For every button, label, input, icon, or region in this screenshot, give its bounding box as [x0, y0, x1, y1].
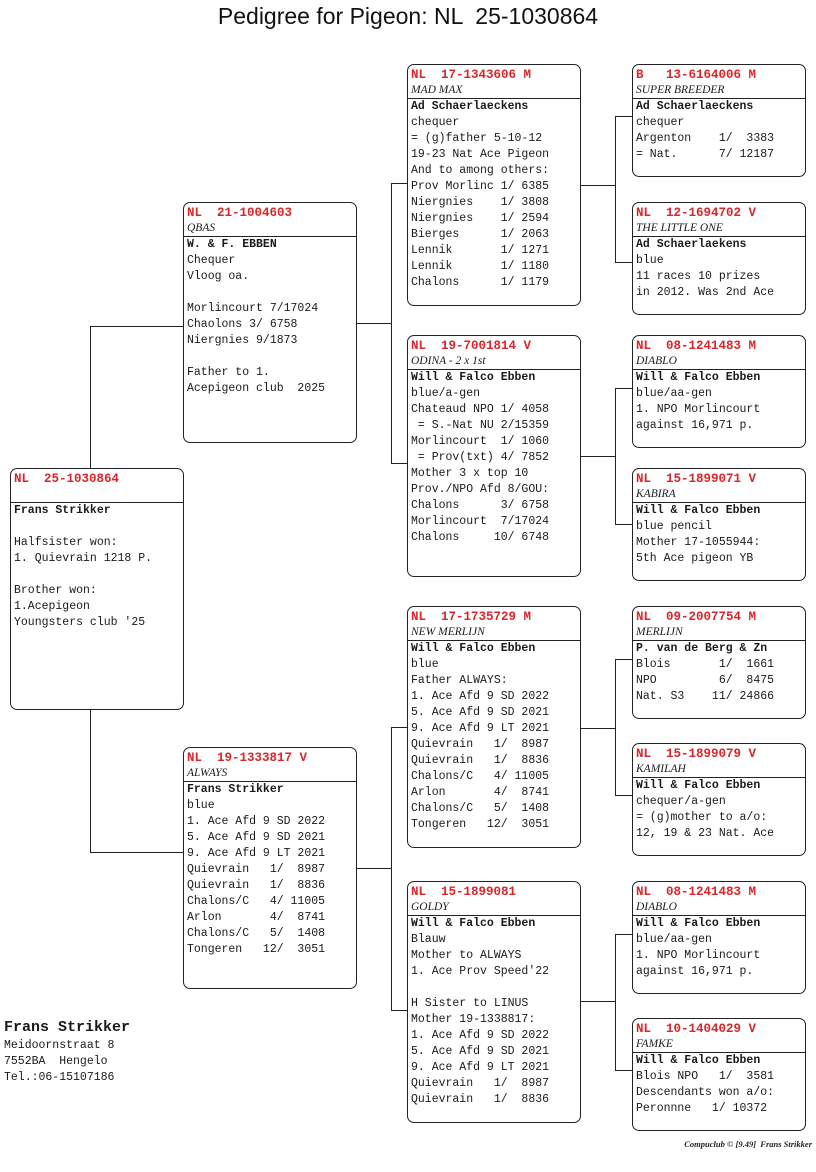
info-line: Nat. S3 11/ 24866 [636, 690, 775, 703]
info-line: Arlon 4/ 8741 [187, 911, 326, 924]
info-line: Quievrain 1/ 8987 [411, 1077, 550, 1090]
connector [580, 1001, 615, 1002]
info-line: Quievrain 1/ 8836 [411, 1093, 550, 1106]
info-line: Bierges 1/ 2063 [411, 228, 550, 241]
connector [615, 116, 616, 262]
ring-number: NL 15-1899081 [411, 885, 517, 899]
info-line: And to among others: [411, 164, 550, 177]
info-line: Father to 1. [187, 366, 270, 379]
connector [615, 934, 616, 1070]
pigeon-card-maternal-grandmother[interactable] [407, 881, 581, 1123]
pigeon-name: MERLIJN [633, 625, 805, 641]
connector [615, 388, 632, 389]
info-line: Quievrain 1/ 8987 [411, 738, 550, 751]
breeder-name: W. & F. EBBEN [187, 238, 277, 251]
info-line: Vloog oa. [187, 270, 250, 283]
info-line: Chalons/C 4/ 11005 [187, 895, 326, 908]
info-line: Niergnies 1/ 3808 [411, 196, 550, 209]
info-line: Acepigeon club 2025 [187, 382, 326, 395]
info-line: Chateaud NPO 1/ 4058 [411, 403, 550, 416]
info-line: Niergnies 1/ 2594 [411, 212, 550, 225]
info-line: blue/aa-gen [636, 387, 712, 400]
info-line: = Prov(txt) 4/ 7852 [411, 451, 550, 464]
ring-number: NL 15-1899079 V [636, 747, 757, 761]
info-line: Prov Morlinc 1/ 6385 [411, 180, 550, 193]
info-line [408, 980, 580, 996]
pigeon-name: MAD MAX [408, 83, 580, 99]
info-line [184, 285, 356, 301]
info-line: 1. Quievrain 1218 P. [14, 552, 153, 565]
info-line: blue [411, 658, 439, 671]
breeder-name: Will & Falco Ebben [636, 504, 761, 517]
info-line: Quievrain 1/ 8987 [187, 863, 326, 876]
info-line: 1. Ace Afd 9 SD 2022 [411, 690, 550, 703]
breeder-name: Will & Falco Ebben [636, 917, 761, 930]
info-line: blue pencil [636, 520, 712, 533]
info-line: 9. Ace Afd 9 LT 2021 [187, 847, 326, 860]
info-line: chequer [636, 116, 685, 129]
pigeon-card-mff[interactable] [632, 606, 806, 719]
info-line [184, 349, 356, 365]
connector [615, 388, 616, 524]
info-line: Blois NPO 1/ 3581 [636, 1070, 775, 1083]
info-line: = S.-Nat NU 2/15359 [411, 419, 550, 432]
pigeon-card-mother[interactable] [183, 747, 357, 989]
ring-number: NL 17-1343606 M [411, 68, 532, 82]
info-line: 9. Ace Afd 9 LT 2021 [411, 722, 550, 735]
connector [391, 1010, 407, 1011]
info-line: Tongeren 12/ 3051 [411, 818, 550, 831]
info-line: 1. Ace Afd 9 SD 2022 [411, 1029, 550, 1042]
info-line: Morlincourt 1/ 1060 [411, 435, 550, 448]
ring-number: NL 17-1735729 M [411, 610, 532, 624]
breeder-name: P. van de Berg & Zn [636, 642, 768, 655]
breeder-name: Will & Falco Ebben [636, 371, 761, 384]
info-line: blue/a-gen [411, 387, 481, 400]
owner-name: Frans Strikker [4, 1019, 131, 1036]
info-line: 11 races 10 prizes [636, 270, 761, 283]
info-line: Descendants won a/o: [636, 1086, 775, 1099]
pigeon-card-paternal-grandfather[interactable] [407, 64, 581, 306]
info-line: Lennik 1/ 1271 [411, 244, 550, 257]
info-line: 1. Ace Prov Speed'22 [411, 965, 550, 978]
breeder-name: Frans Strikker [14, 504, 111, 517]
info-line: Chalons/C 4/ 11005 [411, 770, 550, 783]
pigeon-name: DIABLO [633, 354, 805, 370]
footer-credit: Compuclub © [9.49] Frans Strikker [684, 1139, 812, 1149]
info-line: against 16,971 p. [636, 419, 754, 432]
info-line: Mother 3 x top 10 [411, 467, 529, 480]
connector [580, 185, 615, 186]
connector [615, 116, 632, 117]
ring-number: NL 19-7001814 V [411, 339, 532, 353]
info-line [11, 519, 183, 535]
connector [391, 183, 407, 184]
info-line: 12, 19 & 23 Nat. Ace [636, 827, 775, 840]
info-line: Chalons/C 5/ 1408 [411, 802, 550, 815]
pigeon-name: DIABLO [633, 900, 805, 916]
ring-number: B 13-6164006 M [636, 68, 757, 82]
breeder-name: Will & Falco Ebben [636, 1054, 761, 1067]
info-line: Chalons 1/ 1179 [411, 276, 550, 289]
info-line: 1. NPO Morlincourt [636, 949, 761, 962]
breeder-name: Will & Falco Ebben [411, 917, 536, 930]
info-line: Prov./NPO Afd 8/GOU: [411, 483, 550, 496]
info-line: blue [636, 254, 664, 267]
info-line: Mother 19-1338817: [411, 1013, 536, 1026]
info-line: blue [187, 799, 215, 812]
connector [391, 727, 407, 728]
ring-number: NL 08-1241483 M [636, 885, 757, 899]
pigeon-name [11, 487, 183, 503]
pigeon-name: ALWAYS [184, 766, 356, 782]
ring-number: NL 08-1241483 M [636, 339, 757, 353]
info-line: 1.Acepigeon [14, 600, 90, 613]
pigeon-name: ODINA - 2 x 1st [408, 354, 580, 370]
info-line: Niergnies 9/1873 [187, 334, 298, 347]
connector [90, 326, 91, 468]
info-line: Halfsister won: [14, 536, 118, 549]
info-line: Chalons 3/ 6758 [411, 499, 550, 512]
info-line: Chalons/C 5/ 1408 [187, 927, 326, 940]
pigeon-card-mfm[interactable] [632, 743, 806, 856]
connector [90, 709, 91, 852]
ring-number: NL 12-1694702 V [636, 206, 757, 220]
info-line: blue/aa-gen [636, 933, 712, 946]
breeder-name: Will & Falco Ebben [411, 642, 536, 655]
info-line: Mother to ALWAYS [411, 949, 522, 962]
info-line: Youngsters club '25 [14, 616, 146, 629]
info-line: Brother won: [14, 584, 97, 597]
info-line: Quievrain 1/ 8836 [187, 879, 326, 892]
ring-number: NL 19-1333817 V [187, 751, 308, 765]
breeder-name: Ad Schaerlaeckens [411, 100, 529, 113]
info-line: Chaolons 3/ 6758 [187, 318, 298, 331]
connector [391, 727, 392, 1010]
pigeon-name: QBAS [184, 221, 356, 237]
connector [615, 659, 632, 660]
pigeon-card-father[interactable] [183, 202, 357, 443]
owner-phone: Tel.:06-15107186 [4, 1071, 115, 1084]
info-line: 19-23 Nat Ace Pigeon [411, 148, 550, 161]
info-line: NPO 6/ 8475 [636, 674, 775, 687]
owner-city: 7552BA Hengelo [4, 1055, 108, 1068]
pigeon-name: FAMKE [633, 1037, 805, 1053]
ring-number: NL 25-1030864 [14, 472, 120, 486]
info-line: 5th Ace pigeon YB [636, 552, 754, 565]
pigeon-card-fff[interactable] [632, 64, 806, 177]
info-line: Blois 1/ 1661 [636, 658, 775, 671]
pigeon-card-maternal-grandfather[interactable] [407, 606, 581, 848]
breeder-name: Ad Schaerlaeckens [636, 100, 754, 113]
info-line: Father ALWAYS: [411, 674, 508, 687]
info-line [11, 567, 183, 583]
connector [391, 463, 407, 464]
info-line: Tongeren 12/ 3051 [187, 943, 326, 956]
pigeon-name: NEW MERLIJN [408, 625, 580, 641]
info-line: H Sister to LINUS [411, 997, 529, 1010]
pigeon-name: GOLDY [408, 900, 580, 916]
ring-number: NL 09-2007754 M [636, 610, 757, 624]
connector [90, 326, 183, 327]
pigeon-name: KAMILAH [633, 762, 805, 778]
breeder-name: Will & Falco Ebben [636, 779, 761, 792]
connector [615, 262, 632, 263]
ring-number: NL 10-1404029 V [636, 1022, 757, 1036]
info-line: Morlincourt 7/17024 [411, 515, 550, 528]
info-line: Argenton 1/ 3383 [636, 132, 775, 145]
pigeon-card-ffm[interactable] [632, 202, 806, 315]
owner-address: Meidoornstraat 8 [4, 1039, 115, 1052]
info-line: Blauw [411, 933, 446, 946]
info-line: 1. Ace Afd 9 SD 2022 [187, 815, 326, 828]
pigeon-name: KABIRA [633, 487, 805, 503]
info-line: Chequer [187, 254, 236, 267]
info-line: Mother 17-1055944: [636, 536, 761, 549]
pigeon-card-paternal-grandmother[interactable] [407, 335, 581, 577]
info-line: 5. Ace Afd 9 SD 2021 [187, 831, 326, 844]
pigeon-name: SUPER BREEDER [633, 83, 805, 99]
page-title: Pedigree for Pigeon: NL 25-1030864 [217, 3, 599, 29]
pigeon-card-mmf[interactable] [632, 881, 806, 994]
connector [356, 868, 391, 869]
connector [615, 795, 632, 796]
connector [615, 934, 632, 935]
info-line: chequer [411, 116, 460, 129]
info-line: = (g)father 5-10-12 [411, 132, 543, 145]
info-line: Lennik 1/ 1180 [411, 260, 550, 273]
connector [615, 1070, 632, 1071]
connector [580, 456, 615, 457]
info-line: 1. NPO Morlincourt [636, 403, 761, 416]
owner-block [4, 1018, 130, 1086]
connector [356, 323, 391, 324]
breeder-name: Will & Falco Ebben [411, 371, 536, 384]
info-line: 5. Ace Afd 9 SD 2021 [411, 706, 550, 719]
info-line: in 2012. Was 2nd Ace [636, 286, 775, 299]
ring-number: NL 15-1899071 V [636, 472, 757, 486]
info-line: = Nat. 7/ 12187 [636, 148, 775, 161]
pigeon-card-fmf[interactable] [632, 335, 806, 448]
connector [615, 524, 632, 525]
pigeon-name: THE LITTLE ONE [633, 221, 805, 237]
info-line: Morlincourt 7/17024 [187, 302, 319, 315]
connector [90, 852, 183, 853]
info-line: chequer/a-gen [636, 795, 726, 808]
pigeon-card-fmm[interactable] [632, 468, 806, 581]
breeder-name: Ad Schaerlaekens [636, 238, 747, 251]
info-line: Quievrain 1/ 8836 [411, 754, 550, 767]
breeder-name: Frans Strikker [187, 783, 284, 796]
info-line: 9. Ace Afd 9 LT 2021 [411, 1061, 550, 1074]
info-line: 5. Ace Afd 9 SD 2021 [411, 1045, 550, 1058]
connector [391, 183, 392, 463]
info-line: = (g)mother to a/o: [636, 811, 768, 824]
info-line: Peronnne 1/ 10372 [636, 1102, 768, 1115]
info-line: against 16,971 p. [636, 965, 754, 978]
info-line: Chalons 10/ 6748 [411, 531, 550, 544]
connector [580, 728, 615, 729]
info-line: Arlon 4/ 8741 [411, 786, 550, 799]
pigeon-card-mmm[interactable] [632, 1018, 806, 1131]
ring-number: NL 21-1004603 [187, 206, 293, 220]
pigeon-card-subject[interactable] [10, 468, 184, 710]
connector [615, 659, 616, 795]
